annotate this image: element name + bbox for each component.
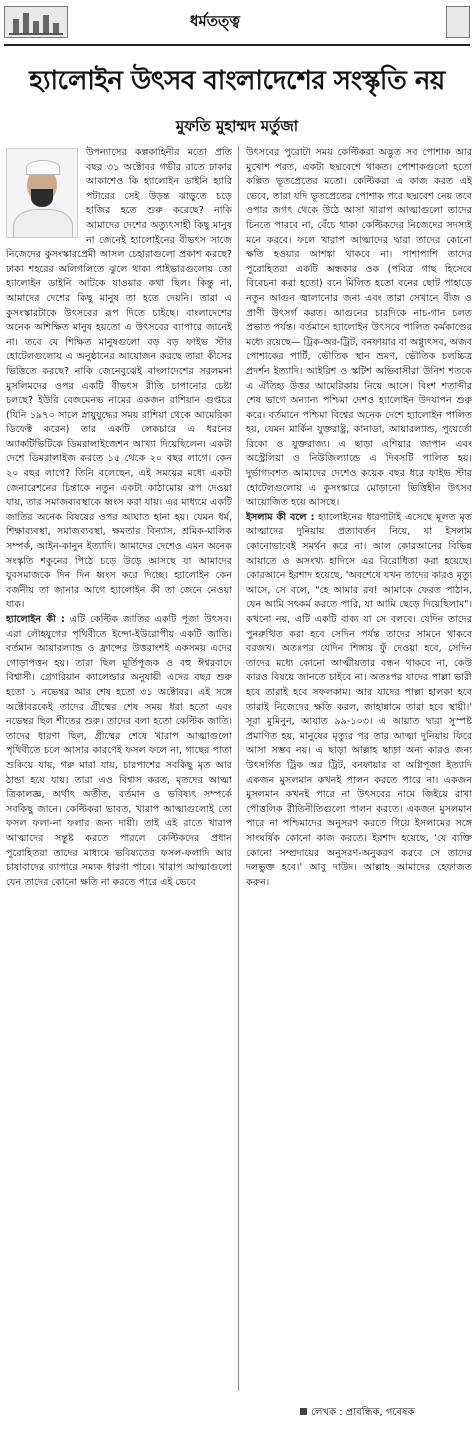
section-label: ধর্মতত্ত্ব xyxy=(190,12,240,30)
author-footer xyxy=(300,1405,415,1422)
decorative-icon xyxy=(446,6,470,38)
paragraph-intro: উপন্যাসের কল্পকাহিনীর মতো প্রতি বছর ৩১ অক্টোবর গভীর রাতে ঢাকার আকাশেও কি হ্যালোইন ডাইনি হ্যারি পটারের সেই উড়ন্ত ঝাড়ুতে চড়ে হাজির হতে শুরু করেছে? নাকি আমাদের দেশের অত্যুৎসাহী কিছু মানুষ না জেনেই হ্যালোইনের বীভৎস সাজে নিজেদের কুসংস্কারপ্রেমী আসল চেহারাগুলো প্রকাশ করছে? ঢাকা শহরের অলিগলিতে ঝুলে থাকা পাইভারগুলোয় তো হ্যালোইন ডাইনি আটকে যাওয়ার কথা ছিল। কিন্তু না, আমাদের দেশের কিছু মানুষ তা হতে দেয়নি। তারা এ কুসংস্কারটাকে উৎসবের রূপ দিতে চাইছে। বাংলাদেশের অনেক অশিক্ষিত মানুষ হয়তো এ উৎসবের ব্যাপারে জানেই না। তবে যে শিক্ষিত মানুষগুলো বড় বড় ফাইভ স্টার হোটেলগুলোয় এ অনুষ্ঠানের আয়োজন করছে তারা কীসের ভিত্তিতে করছে? নাকি জেনেবুঝেই বাংলাদেশের সরলমনা মুসলিমদের ওপর একটি বীভৎস রীতি চাপানোর চেষ্টা চলছে? ইউরি বেজমেনভ নামের একজন রাশিয়ান গুপ্তচর (যিনি ১৯৭০ সালে স্নায়ুযুদ্ধের সময় রাশিয়া থেকে আমেরিকা ডিফেক্ট করেন) তার একটি লেকচারে এ ধরনের অ্যাকটিভিটিকে ডিমরালাইজেশন আখ্যা দিয়েছিলেন। একটা দেশে ডিমরালাইজ করতে ১৫ থেকে ২০ বছর লাগে। কেন ২০ বছর লাগে? তিনি বলেছেন, এই সময়ের মধ্যে একটা জেনারেশনের চিন্তাকে নতুন একটা কাঠামোয় রূপ দেওয়া যায়, তার সমাজব্যবস্থাকে ধ্বংস করা যায়। এর মাধ্যমে একটি জাতির অনেক বিষয়ের ওপর আঘাত হানা হয়। যেমন ধর্ম, শিক্ষাব্যবস্থা, সমাজব্যবস্থা, ক্ষমতার বিন্যাস, শ্রমিক-মালিক সম্পর্ক, আইন-কানুন ইত্যাদি। আমাদের দেশেও এমন অনেক সংস্কৃতি শকুনের পিঠে চড়ে উড়ে আসছে যা আমাদের যুবসমাজকে দিন দিন ধ্বংস করে দিচ্ছে। হ্যালোইন কেন বর্জনীয় তা জানার আগে হ্যালোইন কী তা জেনে নেওয়া যাক। xyxy=(6,147,232,611)
square-bullet-icon xyxy=(300,1408,307,1415)
paragraph-what-is-halloween: এটি কেল্টিক জাতির একটি পূজা উৎসব। এরা লৌহযুগের পৃথিবীতে ইন্দো-ইউরোপীয় একটি জাতি। বর্তমান আয়ারল্যান্ড ও ফ্রান্সের উত্তরাংশই একসময় এদের গোড়াপত্তন হয়। তারা ছিল মূর্তিপূজক ও বহু ঈশ্বরবাদে বিশ্বাসী। গ্রেগরিয়ান ক্যালেন্ডার অনুযায়ী এদের বছর শুরু হতো ১ নভেম্বর আর শেষ হতো ৩১ অক্টোবর। এই সঙ্গে অক্টোবরকেই তাদের গ্রীষ্মের শেষ সময় ধরা হতো এবং নভেম্বর ছিল শীতের শুরু। তাদের বলা হতো কেল্টিক জাতি। তাদের ধারণা ছিল, গ্রীষ্মের শেষে খারাপ আত্মাগুলো পৃথিবীতে চলে আসার কারণেই ফসল ফলে না, গাছের পাতা শুকিয়ে যায়, গরু মারা যায়, চারপাশের সবকিছু মৃত আর ঠান্ডা হয়ে যায়। তারা এও বিশ্বাস করত, মৃতদের আত্মা ত্রিকালজ্ঞ, অর্থাৎ অতীত, বর্তমান ও ভবিষ্যৎ সম্পর্কে সবকিছু জানে। কেল্টিকরা ভাবত, খারাপ আত্মাগুলোই তো ফসল ফলা-না ফলার জন্য দায়ী। তাই এই রাতে খারাপ আত্মাদের সন্তুষ্ট করতে পারলে কেল্টিকদের প্রধান পুরোহিতরা তাদের মাধ্যমে ভবিষ্যতের ফসল-ফলাদি আর চাষাবাদের ব্যাপারে সম্যক ধারণা পাবে। খারাপ আত্মাগুলো যেন তাদের কোনো ক্ষতি না করতে পারে এই ভেবে xyxy=(6,614,232,888)
header-divider xyxy=(4,44,470,46)
author-credit: লেখক : প্রাবন্ধিক, গবেষক xyxy=(311,1407,415,1418)
article-column-1 xyxy=(6,146,232,1391)
subheading-what-is-halloween: হ্যালোইন কী : xyxy=(6,614,65,625)
page-header xyxy=(0,0,474,44)
article-author: মুফতি মুহাম্মদ মর্তুজা xyxy=(175,117,299,135)
author-photo xyxy=(6,148,78,238)
paragraph-celtic-customs: উৎসবের পুরোটা সময় কেল্টিকরা অদ্ভুত সব পোশাক আর মুখোশ পরত, একটা ছদ্মবেশে থাকত। পোশাকগুলো হতো কল্পিত ভূতপ্রেতের মতো। কেল্টিকরা এ কাজ করত এই ভেবে, তারা যদি ভূতপ্রেতের পোশাক পরে ছদ্মবেশ নেয় তবে ওপার জগৎ থেকে উঠে আসা খারাপ আত্মাগুলো তাদের চিনতে পারবে না, বেঁচে থাকা কেল্টিকদের নিজেদের সদস্যই মনে করবে। ফলে খারাপ আত্মাদের দ্বারা তাদের কোনো ক্ষতি হওয়ার আশঙ্কা থাকবে না। পাশাপাশি তাদের পুরোহিতরা একটি অন্ধকার ওক (পবিত্র গাছ হিসেবে বিবেচনা করা হতো) বনে মিলিত হতো বনের ছোট পাহাড়ে নতুন আগুন জ্বালানোর জন্য এবং তারা সেখানে বীজ ও প্রাণী উৎসর্গ করত। আগুনের চারদিকে নাচ-গান চলত প্রভাত পর্যন্ত। বর্তমানে হ্যালোইন উৎসবে পালিত কর্মকাণ্ডের মধ্যে রয়েছে— ট্রিক-অর-ট্রিট, বনফায়ার বা অগ্ন্যুৎসব, অজব পোশাকের পার্টি, ভৌতিক স্থান ভ্রমণ, ভৌতিক চলচ্চিত্র প্রদর্শন ইত্যাদি। আইরিশ ও স্কটিশ অভিবাসীরা উনিশ শতকে এ ঐতিহ্য উত্তর আমেরিকায় নিয়ে আসে। বিংশ শতাব্দীর শেষ ভাগে অন্যান্য পশ্চিমা দেশও হ্যালোইন উদযাপন শুরু করে। বর্তমানে পশ্চিমা বিশ্বের অনেক দেশে হ্যালোইন পালিত হয়, যেমন মার্কিন যুক্তরাষ্ট্র, কানাডা, আয়ারল্যান্ড, পুয়ের্তো রিকো ও যুক্তরাজ্য। এ ছাড়া এশিয়ার জাপান এবং অস্ট্রেলিয়া ও নিউজিল্যান্ডে এ দিবসটি পালিত হয়। দুর্ভাগ্যবশত আমাদের দেশেও কয়েক বছর ধরে ফাইভ স্টার হোটেলগুলোয় এ কুসংস্কারে মোড়ানো ভিত্তিহীন উৎসব আয়োজিত হয়ে আসছে। xyxy=(246,147,472,509)
column-divider xyxy=(238,146,239,1391)
newspaper-building-logo xyxy=(4,6,68,38)
paragraph-islam-view: হ্যালোইনের ধারণাটাই এসেছে মূলত মৃত আত্মাদের দুনিয়ায় প্রত্যাবর্তন নিয়ে, যা ইসলাম কোনোভাবেই সমর্থন করে না। আল কোরআনের বিভিন্ন আয়াতে ও অসংখ্য হাদিসে এর বিরোধিতা করা হয়েছে। কোরআনে ইরশাদ হয়েছে, 'অবশেষে যখন তাদের কারও মৃত্যু আসে, সে বলে, "হে আমার রব! আমাকে ফেরত পাঠান, যেন আমি সৎকর্ম করতে পারি, যা আমি ছেড়ে দিয়েছিলাম"। কখনো নয়, এটি একটি বাক্য যা সে বলবে। যেদিন তাদের পুনরুত্থিত করা হবে সেদিন পর্যন্ত তাদের সামনে থাকবে বরজখ। অতঃপর যেদিন শিঙ্গায় ফুঁ দেওয়া হবে, সেদিন তাদের মধ্যে কোনো আত্মীয়তার বন্ধন থাকবে না, কেউ কারও বিষয়ে জানতে চাইবে না। অতঃপর যাদের পাল্লা ভারী হবে তারাই হবে সফলকাম। আর যাদের পাল্লা হালকা হবে তারাই নিজেদের ক্ষতি করল, জাহান্নামে তারা হবে স্থায়ী।' সূরা মুমিনুন, আয়াত ৯৯-১০৩। এ আয়াত দ্বারা সুস্পষ্ট প্রমাণিত হয়, মানুষের মৃত্যুর পর তার আত্মা দুনিয়ায় ফিরে আসা সম্ভব নয়। এ ছাড়া আল্লাহ ছাড়া অন্য কারও জন্য উৎসর্গিত ট্রিক অর ট্রিট, বনফায়ার বা অগ্নিপূজা ইত্যাদি একজন মুসলমান কখনই পালন করতে পারে না। একজন মুসলমান কখনই পারে না উৎসবের নামে জিইয়ে রাখা পৌত্তলিক রীতিনীতিগুলো পালন করতে। একজন মুসলমান পারে না পশ্চিমাদের অনুসরণ করতে গিয়ে ইসলামের সঙ্গে সাংঘর্ষিক কোনো কাজ করতে। ইরশাদ হয়েছে, 'যে ব্যক্তি কোনো সম্প্রদায়ের অনুসরণ-অনুকরণ করবে সে তাদের দলভুক্ত হবে।' আবু দাউদ। আল্লাহ আমাদের হেফাজত করুন। xyxy=(246,511,472,888)
subheading-islam-view: ইসলাম কী বলে : xyxy=(246,511,315,523)
article-title: হ্যালোইন উৎসব বাংলাদেশের সংস্কৃতি নয় xyxy=(29,66,445,96)
article-column-2 xyxy=(246,146,472,1391)
